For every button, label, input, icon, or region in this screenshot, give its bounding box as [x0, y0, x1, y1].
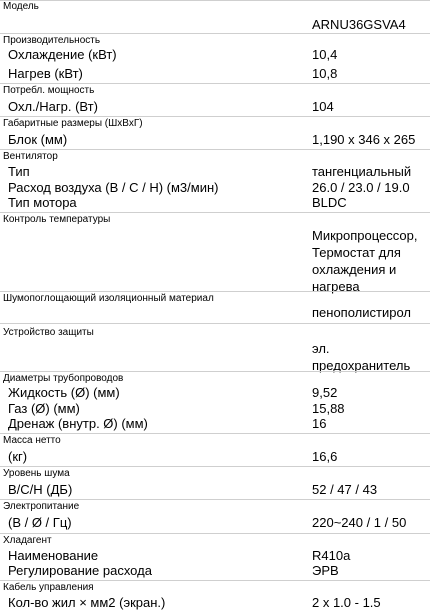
row-fan-motor [0, 195, 430, 212]
row-label: Газ (Ø) (мм) [8, 401, 80, 416]
row-label: (В / Ø / Гц) [8, 515, 72, 530]
row-value: тангенциальный [312, 164, 412, 179]
row-value: 9,52 [312, 385, 338, 400]
row-value: 1,190 x 346 x 265 [312, 132, 416, 147]
row-label: Дренаж (внутр. Ø) (мм) [8, 416, 148, 431]
row-label: Охлаждение (кВт) [8, 47, 117, 62]
row-value: 10,4 [312, 47, 338, 62]
row-fan-type [0, 162, 430, 179]
section-fan [0, 149, 430, 162]
row-label: Регулирование расхода [8, 563, 152, 578]
section-capacity [0, 33, 430, 46]
row-label: Расход воздуха (В / С / Н) (м3/мин) [8, 180, 219, 195]
row-label: В/С/Н (ДБ) [8, 482, 73, 497]
row-refrigerant-name [0, 546, 430, 563]
section-insulation [0, 291, 430, 323]
section-label: Хладагент [3, 535, 52, 546]
row-value: 16 [312, 416, 327, 431]
row-value: 15,88 [312, 401, 345, 416]
section-model [0, 0, 430, 33]
row-label: (кг) [8, 449, 28, 464]
insulation-value: пенополистирол [312, 305, 411, 320]
temp-control-line: нагрева [312, 279, 360, 294]
protection-line: предохранитель [312, 358, 411, 373]
section-label: Шумопоглощающий изоляционный материал [3, 293, 214, 304]
row-label: Нагрев (кВт) [8, 66, 83, 81]
section-label: Модель [3, 1, 39, 12]
row-power-cool-heat [0, 96, 430, 116]
section-label: Уровень шума [3, 468, 70, 479]
section-label: Габаритные размеры (ШхВхГ) [3, 118, 143, 129]
row-value: 10,8 [312, 66, 338, 81]
row-refrigerant-regulation [0, 563, 430, 580]
section-dimensions [0, 116, 430, 129]
row-label: Жидкость (Ø) (мм) [8, 385, 120, 400]
row-dimensions-unit [0, 129, 430, 149]
row-value: 220~240 / 1 / 50 [312, 515, 407, 530]
row-label: Кол-во жил × мм2 (экран.) [8, 595, 166, 610]
section-refrigerant [0, 533, 430, 546]
row-value: 52 / 47 / 43 [312, 482, 378, 497]
section-protection [0, 323, 430, 371]
section-temp-control [0, 212, 430, 294]
section-label: Кабель управления [3, 582, 94, 593]
section-cable [0, 580, 430, 593]
temp-control-line: охлаждения и [312, 262, 397, 277]
section-label: Диаметры трубопроводов [3, 373, 124, 384]
row-supply [0, 512, 430, 533]
row-fan-airflow [0, 179, 430, 195]
section-label: Вентилятор [3, 151, 58, 162]
row-value: R410a [312, 548, 351, 563]
row-label: Наименование [8, 548, 99, 563]
row-weight-net [0, 446, 430, 466]
row-label: Блок (мм) [8, 132, 68, 147]
row-cable-wires [0, 593, 430, 613]
temp-control-line: Микропроцессор, [312, 228, 418, 243]
row-value: 2 x 1.0 - 1.5 [312, 595, 381, 610]
section-label: Масса нетто [3, 435, 61, 446]
temp-control-line: Термостат для [312, 245, 401, 260]
section-label: Контроль температуры [3, 214, 111, 225]
row-pipe-drain [0, 416, 430, 433]
section-label: Электропитание [3, 501, 80, 512]
protection-line: эл. [312, 341, 330, 356]
row-value: BLDC [312, 195, 347, 210]
row-label: Тип [8, 164, 30, 179]
section-power [0, 83, 430, 96]
section-supply [0, 499, 430, 512]
section-weight [0, 433, 430, 446]
row-value: ЭРВ [312, 563, 339, 578]
row-value: 26.0 / 23.0 / 19.0 [312, 180, 410, 195]
section-label: Производительность [3, 35, 101, 46]
row-pipe-gas [0, 401, 430, 416]
row-value: 16,6 [312, 449, 338, 464]
protection-value [312, 340, 424, 374]
section-label: Потребл. мощность [3, 85, 95, 96]
model-value: ARNU36GSVA4 [312, 17, 406, 32]
row-pipe-liquid [0, 384, 430, 401]
section-label: Устройство защиты [3, 327, 94, 338]
row-noise-level [0, 479, 430, 499]
row-cooling [0, 46, 430, 65]
section-noise [0, 466, 430, 479]
row-value: 104 [312, 99, 334, 114]
temp-control-value [312, 227, 424, 295]
row-heating [0, 65, 430, 83]
row-label: Охл./Нагр. (Вт) [8, 99, 98, 114]
row-label: Тип мотора [8, 195, 77, 210]
section-pipes [0, 371, 430, 384]
